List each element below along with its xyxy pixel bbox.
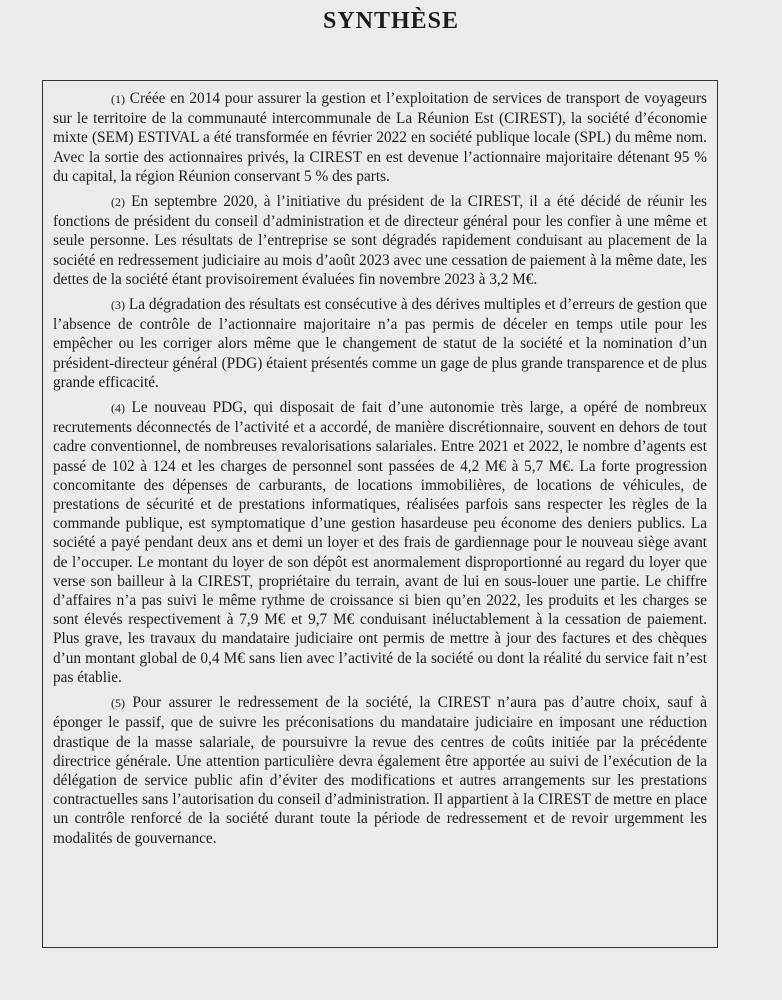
paragraph-1	[53, 89, 707, 186]
paragraph-number: (2)	[111, 195, 125, 210]
paragraph-5	[53, 693, 707, 848]
paragraph-3	[53, 295, 707, 392]
paragraph-text: En septembre 2020, à l’initiative du président de la CIREST, il a été décidé de réunir les fonctions de président du conseil d’administration et de directeur général pour les confier à une même et seule personne. Les résultats de l’entreprise se sont dégradés rapidement conduisant au placement de la société en redressement judiciaire au mois d’août 2023 avec une cessation de paiement à la même date, les dettes de la société étant provisoirement évaluées fin novembre 2023 à 3,2 M€.	[53, 193, 708, 288]
paragraph-text: Pour assurer le redressement de la société, la CIREST n’aura pas d’autre choix, sauf à éponger le passif, que de suivre les préconisations du mandataire judiciaire en imposant une réduction drastique de la masse salariale, de poursuivre la revue des centres de coûts initiée par la précédente directrice générale. Une attention particulière devra également être apportée au suivi de l’exécution de la délégation de service public afin d’éviter des modifications et autres arrangements sur les prestations contractuelles sans l’autorisation du conseil d’administration. Il appartient à la CIREST de mettre en place un contrôle renforcé de la société durant toute la période de redressement et de revoir urgemment les modalités de gouvernance.	[53, 694, 708, 847]
paragraph-text: Le nouveau PDG, qui disposait de fait d’une autonomie très large, a opéré de nombreux recrutements déconnectés de l’activité et a accordé, de manière discrétionnaire, souvent en dehors de tout cadre conventionnel, de nombreuses revalorisations salariales. Entre 2021 et 2022, le nombre d’agents est passé de 102 à 124 et les charges de personnel sont passées de 4,2 M€ à 5,7 M€. La forte progression concomitante des dépenses de carburants, de locations immobilières, de locations de véhicules, de prestations de sécurité et de prestations informatiques, réalisées parfois sans respecter les règles de la commande publique, est symptomatique d’une gestion hasardeuse peu économe des deniers publics. La société a payé pendant deux ans et demi un loyer et des frais de gardiennage pour le nouveau siège avant de l’occuper. Le montant du loyer de son dépôt est anormalement disproportionné au regard du loyer que verse son bailleur à la CIREST, propriétaire du terrain, avant de lui en sous-louer une partie. Le chiffre d’affaires n’a pas suivi le même rythme de croissance si bien qu’en 2022, les produits et les charges se sont élevés respectivement à 7,9 M€ et 9,7 M€ conduisant inéluctablement à la cessation de paiement. Plus grave, les travaux du mandataire judiciaire ont permis de mettre à jour des factures et des chèques d’un montant global de 0,4 M€ sans lien avec l’activité de la société ou dont la réalité du service fait n’est pas établie.	[53, 399, 707, 686]
paragraph-text: La dégradation des résultats est consécutive à des dérives multiples et d’erreurs de gestion que l’absence de contrôle de l’actionnaire majoritaire n’a pas permis de déceler en temps utile pour les empêcher ou les corriger alors même que le changement de statut de la société et la nomination d’un président-directeur général (PDG) étaient présentés comme un gage de plus grande transparence et de plus grande efficacité.	[53, 296, 707, 391]
paragraph-2	[53, 192, 707, 289]
paragraph-number: (3)	[111, 298, 125, 313]
paragraph-number: (1)	[111, 92, 125, 106]
paragraph-4	[53, 398, 707, 687]
synthesis-box	[42, 80, 718, 948]
paragraph-number: (4)	[111, 401, 125, 416]
paragraph-number: (5)	[111, 696, 125, 711]
page-title: SYNTHÈSE	[322, 8, 460, 34]
paragraph-text: Créée en 2014 pour assurer la gestion et l’exploitation de services de transport de voyageurs sur le territoire de la communauté intercommunale de La Réunion Est (CIREST), la société d’économie mixte (SEM) ESTIVAL a été transformée en février 2022 en société publique locale (SPL) du même nom. Avec la sortie des actionnaires privés, la CIREST en est devenue l’actionnaire majoritaire détenant 95 % du capital, la région Réunion conservant 5 % des parts.	[53, 90, 707, 185]
